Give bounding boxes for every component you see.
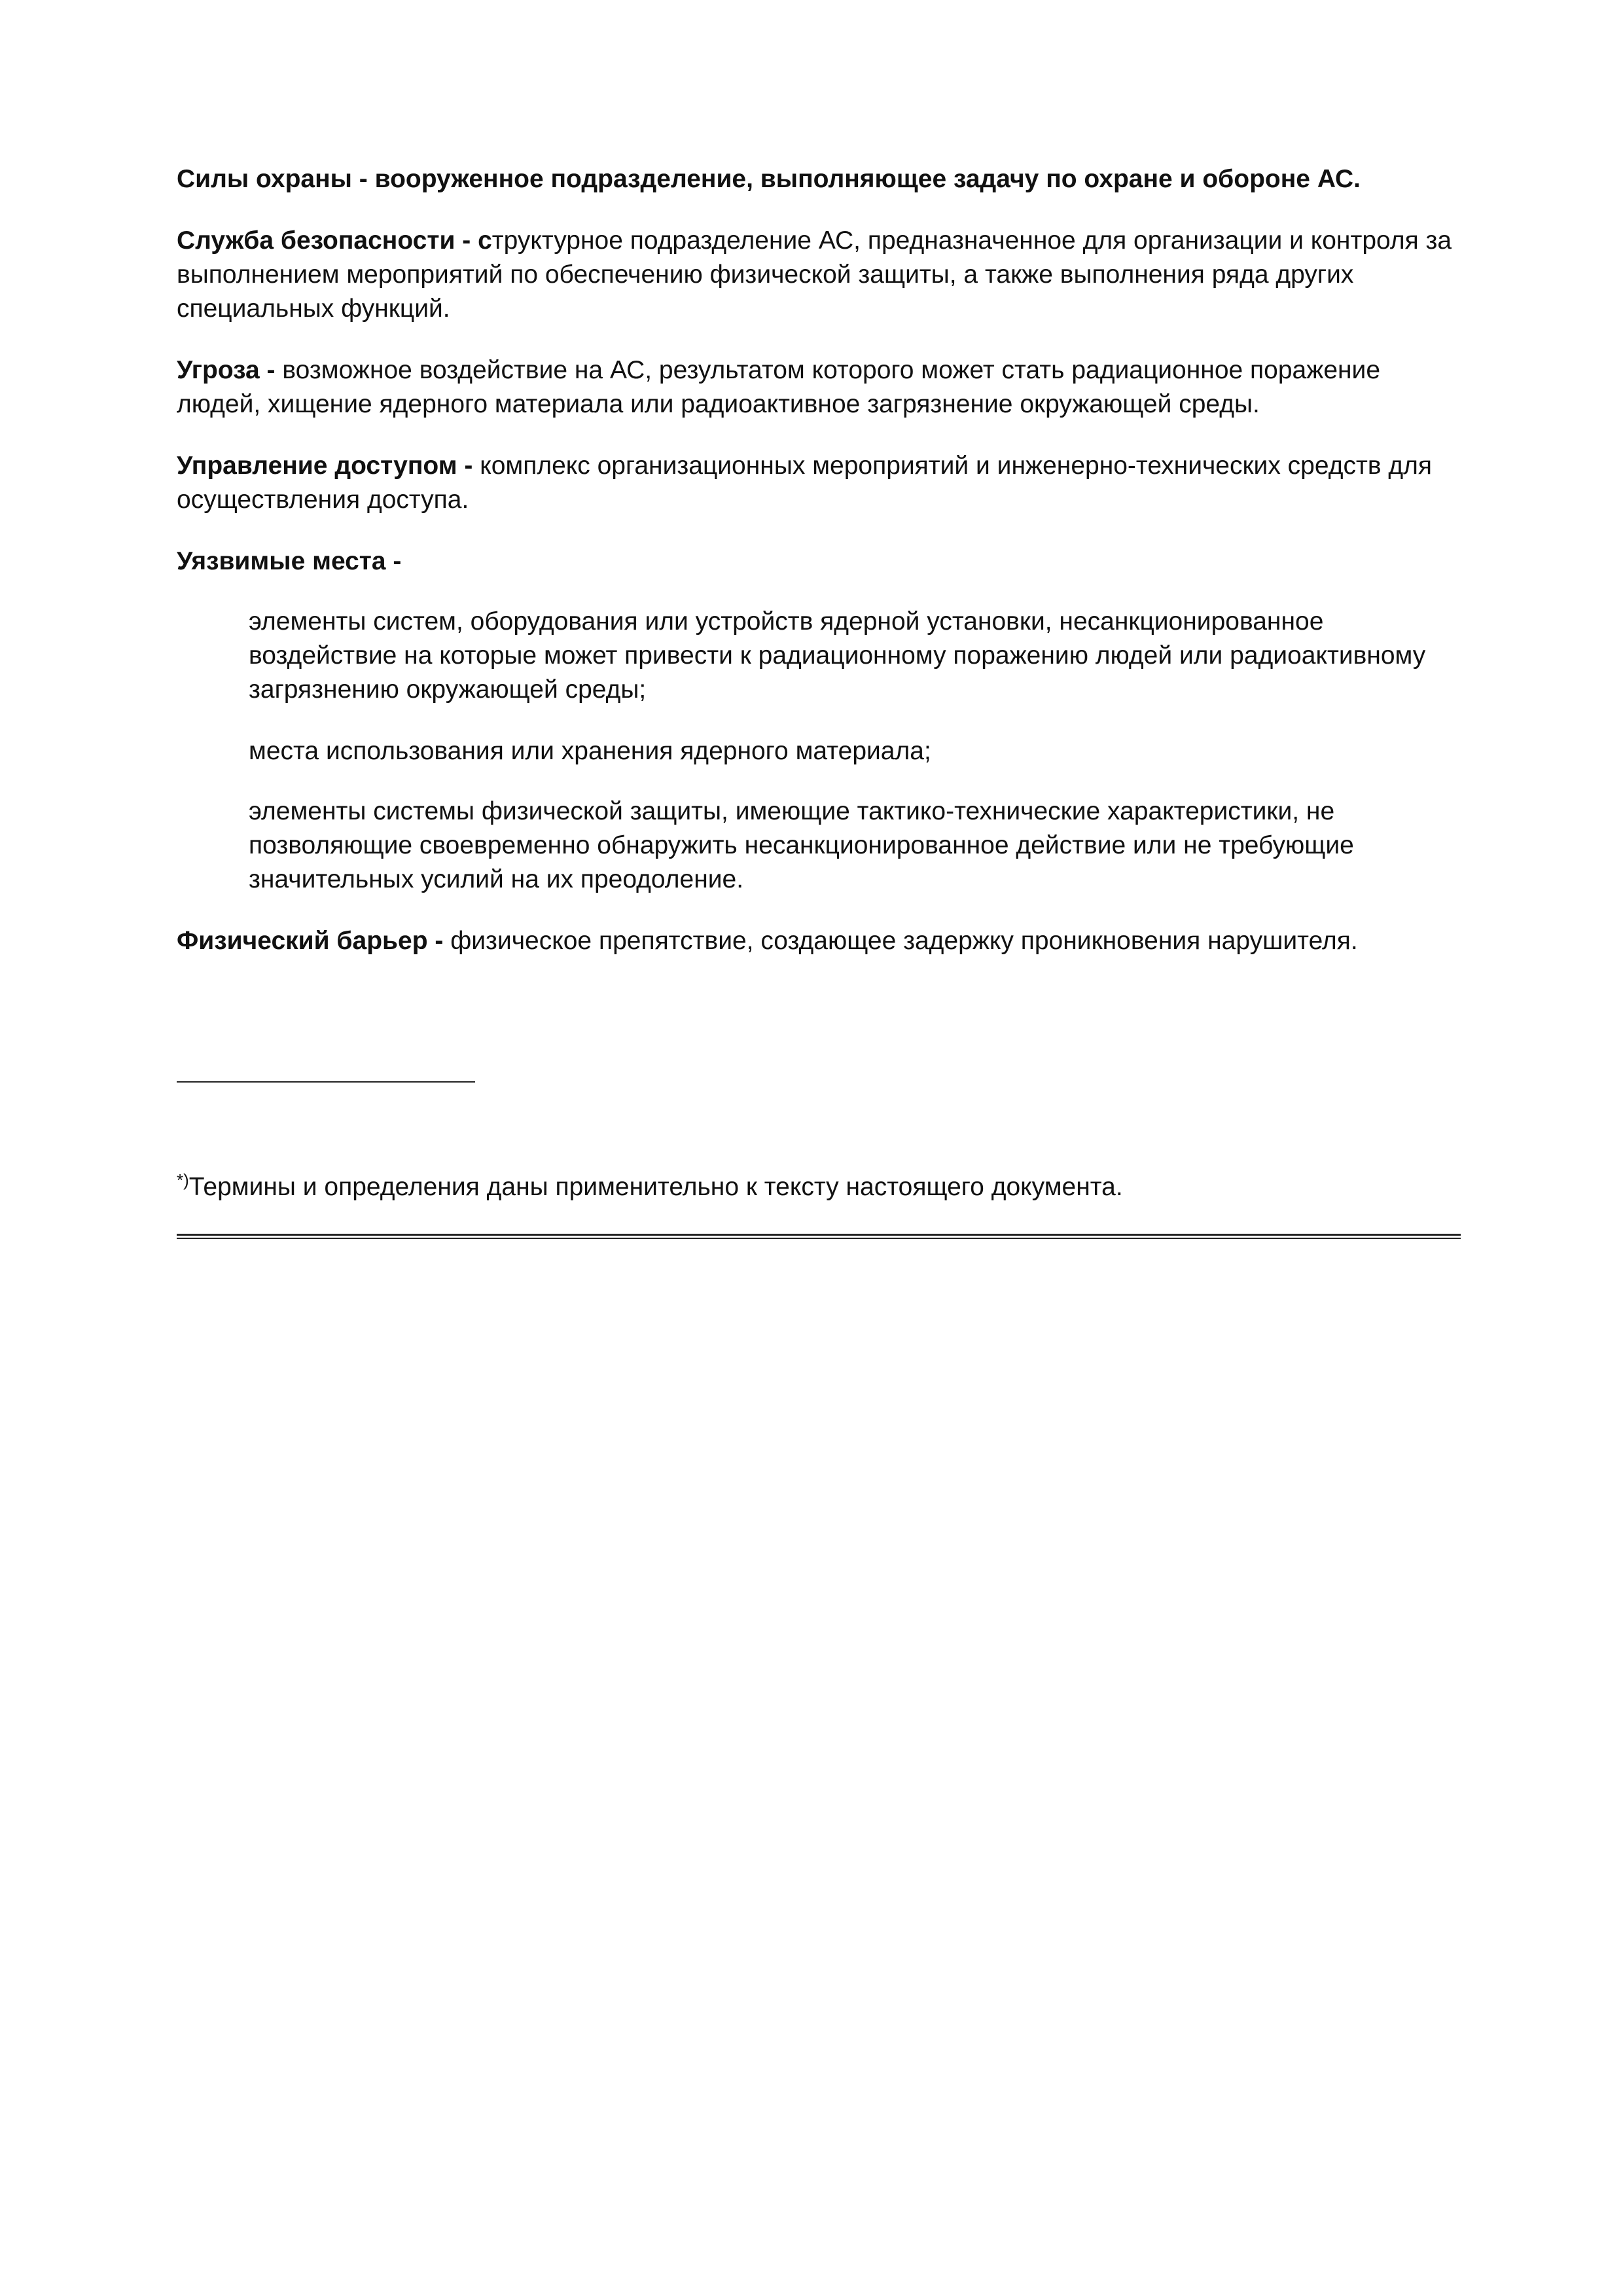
definition-term: Силы охраны - вооруженное подразделение, выполняющее задачу по охране и обороне АС. [177,165,1361,193]
definition-security-service [177,224,1459,326]
definition-text: физическое препятствие, создающее задержку проникновения нарушителя. [450,927,1358,955]
footnote-separator [177,1081,475,1083]
definition-security-forces [177,162,1459,196]
definition-text: труктурное подразделение АС, предназначенное для организации и контроля за выполнением мероприятий по обеспечению физической защиты, а также выполнения ряда других специальных функций. [177,226,1452,323]
definition-term: Управление доступом - [177,452,480,480]
definition-vulnerable-places [177,545,1459,579]
definitions-section [177,162,1459,986]
vulnerable-item: места использования или хранения ядерного материала; [249,737,931,765]
footnote-marker: *) [177,1170,189,1190]
footnote [177,1170,1459,1204]
definition-term: Угроза - [177,356,283,384]
bottom-double-rule [177,1234,1461,1239]
vulnerable-item: элементы системы физической защиты, имеющие тактико-технические характеристики, не позволяющие своевременно обнаружить несанкционированное действие или не требующие значительных усилий на их преодоление. [249,797,1354,893]
footnote-text: Термины и определения даны применительно к тексту настоящего документа. [188,1173,1123,1201]
definition-text: возможное воздействие на АС, результатом которого может стать радиационное поражение людей, хищение ядерного материала или радиоактивное загрязнение окружающей среды. [177,356,1381,418]
definition-threat [177,353,1459,422]
definition-physical-barrier [177,924,1459,958]
vulnerable-item: элементы систем, оборудования или устройств ядерной установки, несанкционированное воздействие на которые может привести к радиационному поражению людей или радиоактивному загрязнению окружающей среды; [249,607,1426,704]
definition-access-control [177,449,1459,517]
definition-term: Служба безопасности - с [177,226,492,255]
definition-text: комплекс организационных мероприятий и инженерно-технических средств для осуществления доступа. [177,452,1433,514]
definition-term: Физический барьер - [177,927,451,955]
definition-term: Уязвимые места - [177,547,402,575]
